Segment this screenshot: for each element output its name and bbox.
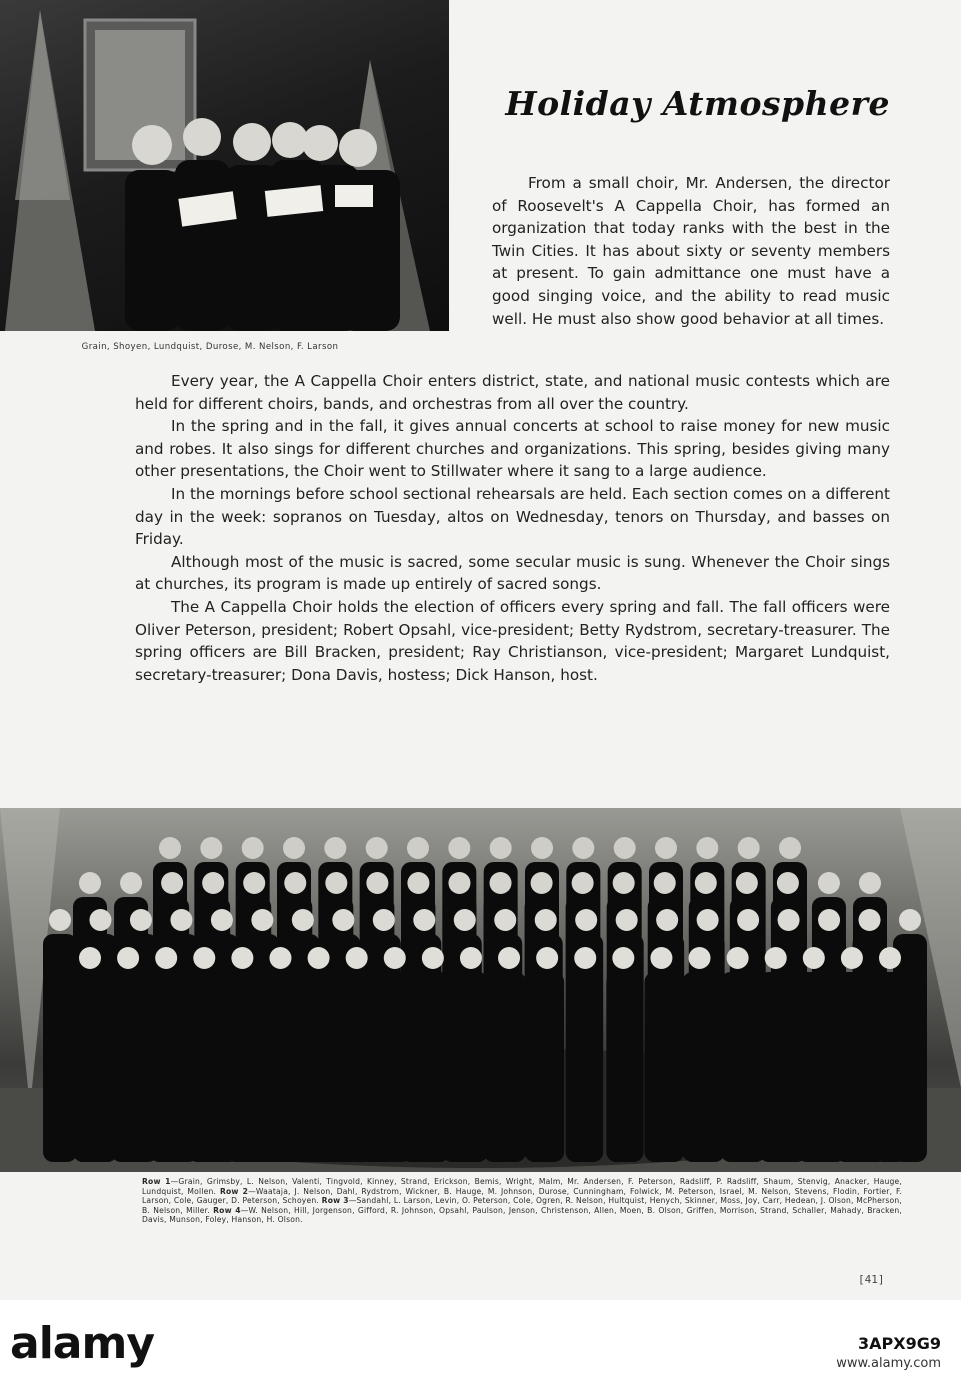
main-column <box>135 370 890 686</box>
choir-member-face <box>616 909 638 931</box>
choir-member-robe <box>302 972 336 1162</box>
choir-member-robe <box>111 972 145 1162</box>
choir-member-face <box>407 837 429 859</box>
choir-member-face <box>818 872 840 894</box>
choir-member-face <box>193 947 215 969</box>
choir-member-face <box>859 909 881 931</box>
choir-member-face <box>242 837 264 859</box>
choir-member-face <box>243 872 265 894</box>
choir-member-face <box>879 947 901 969</box>
choir-member-robe <box>606 972 640 1162</box>
choir-member-face <box>283 837 305 859</box>
choir-member-face <box>413 909 435 931</box>
row4-label: Row 4 <box>213 1205 241 1215</box>
choir-member-robe <box>378 972 412 1162</box>
choir-member-face <box>531 837 553 859</box>
choir-member-face <box>841 947 863 969</box>
choir-member-face <box>736 872 758 894</box>
choir-member-face <box>727 947 749 969</box>
choir-member-face <box>231 947 253 969</box>
choir-member-face <box>366 837 388 859</box>
paragraph-4: In the mornings before school sectional rehearsals are held. Each section comes on a different day in the week: sopranos on Tuesday, altos on Wednesday, tenors on Thursday, and basses on Friday. <box>135 484 890 549</box>
choir-member-face <box>650 947 672 969</box>
choir-member-face <box>284 872 306 894</box>
choir-member-face <box>79 872 101 894</box>
choir-member-face <box>460 947 482 969</box>
choir-member-face <box>159 837 181 859</box>
choir-member-face <box>346 947 368 969</box>
choir-member-face <box>325 872 347 894</box>
choir-member-face <box>155 947 177 969</box>
row1-names: —Grain, Grimsby, L. Nelson, Valenti, Tingvold, Kinney, Strand, Erickson, Bemis, Wright, Malm, Mr. Andersen, F. Peterson, Radsliff, P. Radsliff, Shaum, Stenvig, Anacker, Hauge, Lundquist, Mollen. <box>142 1177 902 1196</box>
choir-member-robe <box>225 972 259 1162</box>
choir-member-face <box>89 909 111 931</box>
choir-member-face <box>200 837 222 859</box>
choir-member-face <box>490 872 512 894</box>
choir-member-face <box>366 872 388 894</box>
choir-member-face <box>384 947 406 969</box>
choir-member-face <box>695 872 717 894</box>
alamy-url[interactable]: www.alamy.com <box>836 1356 941 1371</box>
row1-label: Row 1 <box>142 1177 171 1186</box>
choir-member-robe <box>416 972 450 1162</box>
choir-member-robe <box>340 972 374 1162</box>
paragraph-6: The A Cappella Choir holds the election of officers every spring and fall. The fall officers were Oliver Peterson, president; Robert Opsahl, vice-president; Betty Rydstrom, secretary-treasurer. The spring officers are Bill Bracken, president; Ray Christianson, vice-president; Margaret Lundquist, secretary-treasurer; Dona Davis, hostess; Dick Hanson, host. <box>135 597 890 684</box>
choir-member-robe <box>43 934 77 1162</box>
group-photo-caption <box>142 1177 902 1225</box>
choir-member-robe <box>721 972 755 1162</box>
alamy-logo[interactable]: alamy <box>10 1318 154 1369</box>
page-headline: Holiday Atmosphere <box>505 84 890 123</box>
choir-member-face <box>765 947 787 969</box>
choir-member-face <box>859 872 881 894</box>
choir-member-face <box>130 909 152 931</box>
choir-member-face <box>490 837 512 859</box>
choir-member-face <box>738 837 760 859</box>
choir-member-robe <box>759 972 793 1162</box>
choir-member-face <box>79 947 101 969</box>
choir-member-robe <box>797 972 831 1162</box>
choir-member-robe <box>263 972 297 1162</box>
choir-member-face <box>211 909 233 931</box>
choir-member-face <box>737 909 759 931</box>
choir-member-face <box>448 837 470 859</box>
choir-member-face <box>117 947 139 969</box>
choir-member-face <box>612 947 634 969</box>
choir-member-face <box>161 872 183 894</box>
choir-member-face <box>422 947 444 969</box>
choir-member-robe <box>835 972 869 1162</box>
choir-member-face <box>292 909 314 931</box>
choir-member-face <box>251 909 273 931</box>
choir-member-face <box>655 837 677 859</box>
row3-names: —Sandahl, L. Larson, Levin, O. Peterson, Cole, Ogren, R. Nelson, Hultquist, Henych, Skinner, Moss, Joy, Carr, Hedean, J. Olson, McPherson, B. Nelson, Miller. <box>142 1196 902 1215</box>
choir-member-face <box>531 872 553 894</box>
choir-member-face <box>818 909 840 931</box>
choir-member-face <box>575 909 597 931</box>
choir-member-face <box>803 947 825 969</box>
top-photo-caption: Grain, Shoyen, Lundquist, Durose, M. Nelson, F. Larson <box>81 342 339 352</box>
paragraph-1: From a small choir, Mr. Andersen, the director of Roosevelt's A Cappella Choir, has formed an organization that today ranks with the best in the Twin Cities. It has about sixty or seventy members at present. To gain admittance one must have a good singing voice, and the ability to read music well. He must also show good behavior at all times. <box>492 174 890 328</box>
choir-member-robe <box>873 972 907 1162</box>
row3-label: Row 3 <box>321 1196 349 1206</box>
row2-label: Row 2 <box>219 1186 249 1196</box>
paragraph-2: Every year, the A Cappella Choir enters district, state, and national music contests which are held for different choirs, bands, and orchestras from all over the country. <box>135 372 890 413</box>
choir-member-face <box>448 872 470 894</box>
choir-member-face <box>324 837 346 859</box>
choir-member-face <box>536 947 558 969</box>
choir-member-face <box>778 909 800 931</box>
intro-column <box>492 172 890 330</box>
choir-member-face <box>498 947 520 969</box>
page-number: [41] <box>858 1273 885 1286</box>
choir-member-face <box>120 872 142 894</box>
choir-member-robe <box>187 972 221 1162</box>
row4-names: —W. Nelson, Hill, Jorgenson, Gifford, R. Johnson, Opsahl, Paulson, Jenson, Christenson, Allen, Moen, B. Olson, Griffen, Morrison, Strand, Schaller, Mahady, Bracken, Davis, Munson, Foley, Hanson, H. Olson. <box>142 1205 902 1225</box>
choir-member-robe <box>530 972 564 1162</box>
choir-member-face <box>899 909 921 931</box>
choir-member-face <box>494 909 516 931</box>
paragraph-5: Although most of the music is sacred, some secular music is sung. Whenever the Choir sings at churches, its program is made up entirely of sacred songs. <box>135 552 890 594</box>
choir-member-face <box>654 872 676 894</box>
choir-member-face <box>407 872 429 894</box>
choir-member-face <box>269 947 291 969</box>
choir-member-face <box>777 872 799 894</box>
choir-member-face <box>614 837 636 859</box>
choir-member-face <box>574 947 596 969</box>
choir-member-robe <box>492 972 526 1162</box>
choir-member-robe <box>149 972 183 1162</box>
choir-member-face <box>535 909 557 931</box>
choir-member-face <box>170 909 192 931</box>
row2-names: —Waataja, J. Nelson, Dahl, Rydstrom, Wickner, B. Hauge, M. Johnson, Durose, Cunningham, Folwick, M. Peterson, Israel, M. Nelson, Stevens, Flodin, Fortier, F. Larson, Cole, Gauger, D. Peterson, Schoyen. <box>142 1186 902 1206</box>
choir-member-face <box>308 947 330 969</box>
choir-member-face <box>49 909 71 931</box>
choir-member-face <box>689 947 711 969</box>
choir-member-face <box>697 909 719 931</box>
choir-member-face <box>332 909 354 931</box>
image-id: 3APX9G9 <box>858 1334 941 1353</box>
choir-member-face <box>696 837 718 859</box>
choir-member-face <box>454 909 476 931</box>
choir-member-face <box>202 872 224 894</box>
paragraph-3: In the spring and in the fall, it gives annual concerts at school to raise money for new music and robes. It also sings for different churches and organizations. This spring, besides giving many other presentations, the Choir went to Stillwater where it sang to a large audience. <box>135 417 890 481</box>
choir-member-face <box>613 872 635 894</box>
choir-group-photo <box>0 808 961 1172</box>
choir-holiday-photo <box>0 0 449 331</box>
choir-member-robe <box>568 972 602 1162</box>
choir-member-robe <box>454 972 488 1162</box>
choir-member-face <box>373 909 395 931</box>
choir-member-face <box>656 909 678 931</box>
choir-member-face <box>572 872 594 894</box>
choir-member-robe <box>73 972 107 1162</box>
choir-member-robe <box>644 972 678 1162</box>
choir-member-face <box>572 837 594 859</box>
choir-member-face <box>779 837 801 859</box>
choir-member-robe <box>683 972 717 1162</box>
